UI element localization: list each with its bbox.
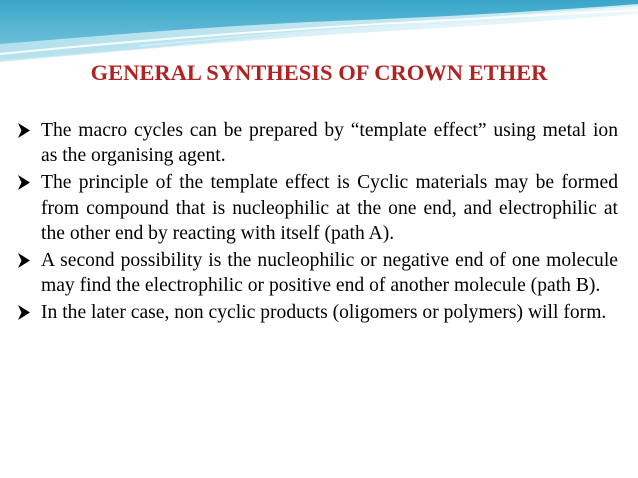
bullet-item (14, 170, 618, 246)
arrow-bullet-icon (14, 170, 36, 195)
arrow-bullet-icon (14, 248, 36, 273)
bullet-text: A second possibility is the nucleophilic or negative end of one molecule may find the electrophilic or positive end of another molecule (path B). (41, 250, 618, 297)
bullet-text: The macro cycles can be prepared by “template effect” using metal ion as the organising agent. (41, 120, 618, 167)
slide-title: GENERAL SYNTHESIS OF CROWN ETHER (90, 60, 548, 85)
bullet-item (14, 300, 618, 325)
arrow-bullet-icon (14, 300, 36, 325)
bullet-text: In the later case, non cyclic products (oligomers or polymers) will form. (41, 302, 607, 324)
arrow-bullet-icon (14, 118, 36, 143)
bullet-list (14, 118, 618, 328)
bullet-text: The principle of the template effect is Cyclic materials may be formed from compound that is nucleophilic at the one end, and electrophilic at the other end by reacting with itself (path A). (41, 172, 618, 244)
bullet-item (14, 248, 618, 298)
bullet-item (14, 118, 618, 168)
